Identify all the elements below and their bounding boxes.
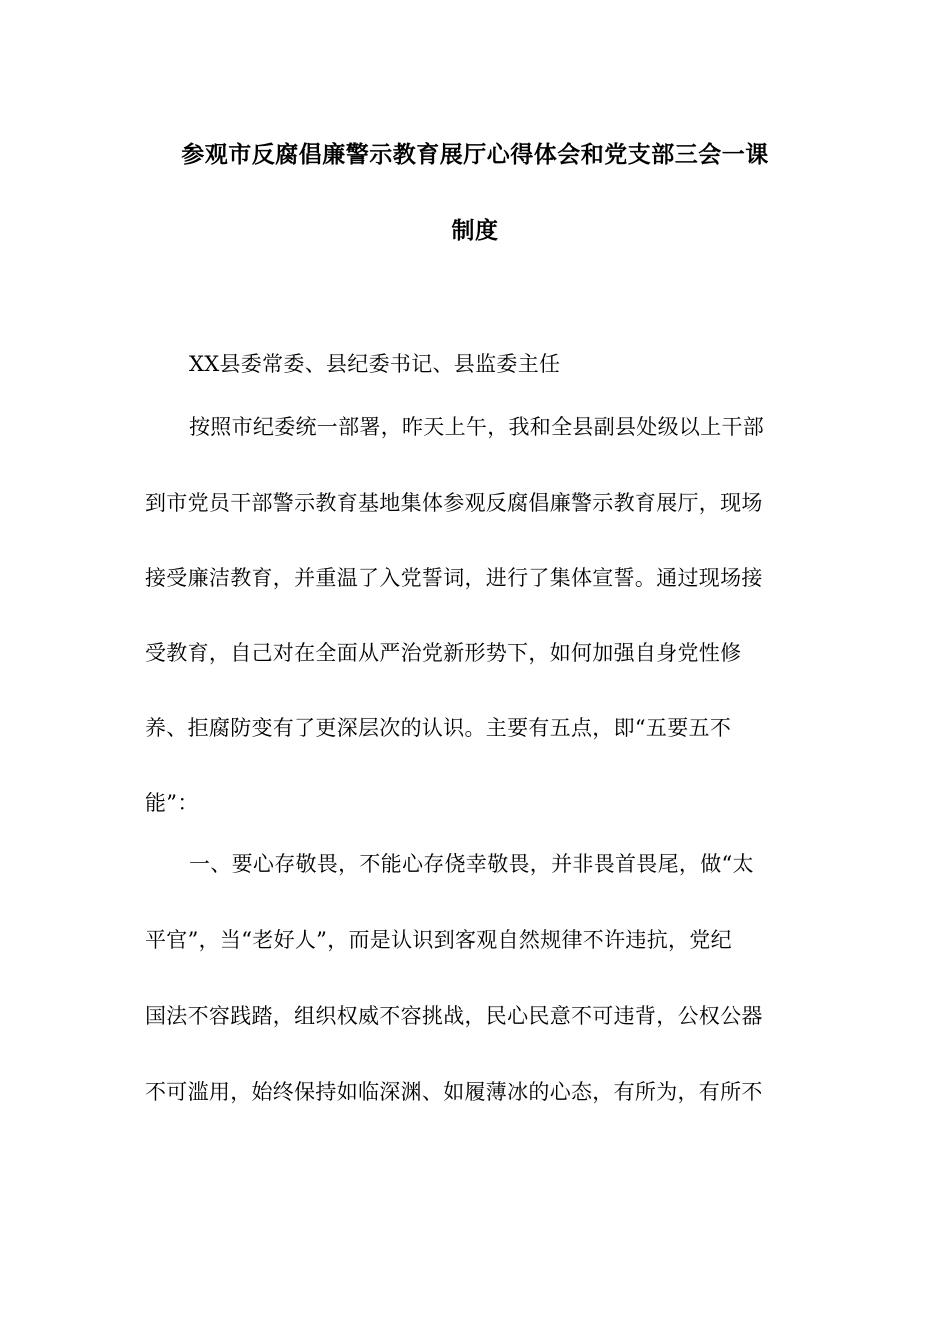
body-line-10: 不可滥用，始终保持如临深渊、如履薄冰的心态，有所为，有所不	[145, 1080, 763, 1104]
body-line-6: 能”：	[145, 791, 199, 815]
body-line-8: 平官”，当“老好人”，而是认识到客观自然规律不许违抗，党纪	[145, 928, 732, 952]
body-line-1: 按照市纪委统一部署，昨天上午，我和全县副县处级以上干部	[189, 415, 765, 439]
body-line-5: 养、拒腐防变有了更深层次的认识。主要有五点，即“五要五不	[145, 716, 732, 740]
body-line-3: 接受廉洁教育，并重温了入党誓词，进行了集体宣誓。通过现场接	[145, 566, 763, 590]
body-line-4: 受教育，自己对在全面从严治党新形势下，如何加强自身党性修	[145, 641, 742, 665]
document-title-line-1: 参观市反腐倡廉警示教育展厅心得体会和党支部三会一课	[181, 142, 769, 168]
body-line-7: 一、要心存敬畏，不能心存侥幸敬畏，并非畏首畏尾，做“太	[189, 852, 754, 876]
document-title-line-2: 制度	[451, 218, 499, 244]
author-line: XX县委常委、县纪委书记、县监委主任	[189, 352, 561, 376]
body-line-9: 国法不容践踏，组织权威不容挑战，民心民意不可违背，公权公器	[145, 1004, 763, 1028]
body-line-2: 到市党员干部警示教育基地集体参观反腐倡廉警示教育展厅，现场	[145, 491, 763, 515]
